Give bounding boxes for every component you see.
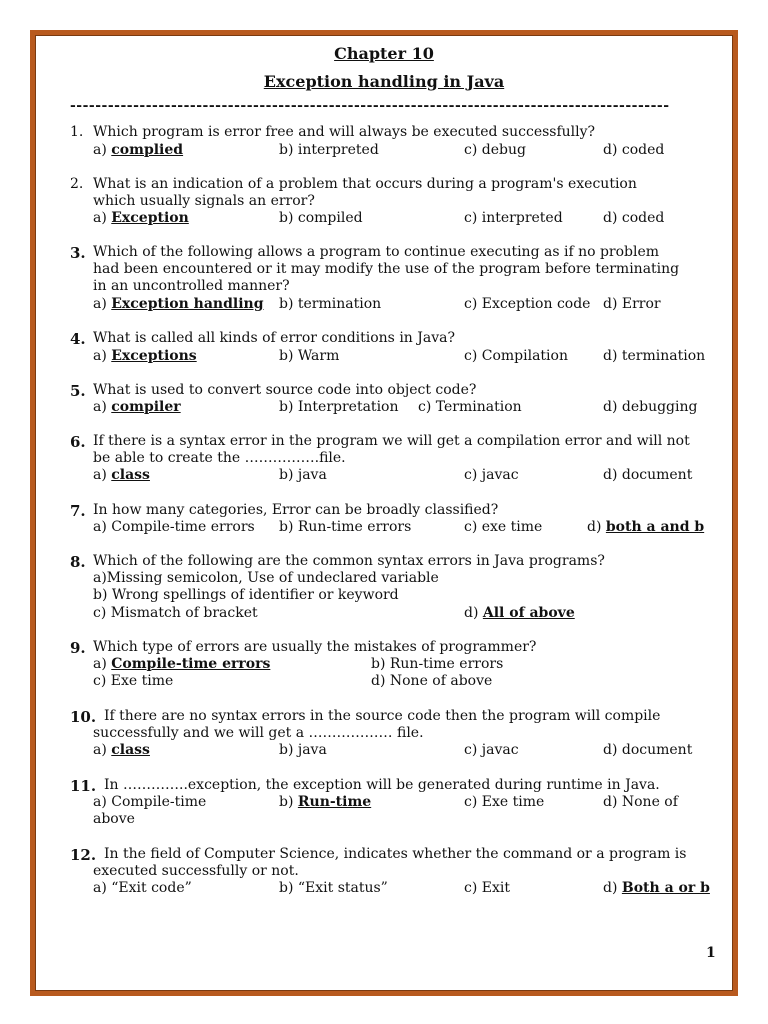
question-number: 10. xyxy=(70,708,97,726)
question-text: What is used to convert source code into object code? xyxy=(93,382,477,398)
correct-answer: both a and b xyxy=(605,519,705,535)
correct-answer: Run-time xyxy=(297,794,372,810)
question-text: In how many categories, Error can be broadly classified? xyxy=(93,502,499,518)
question-number: 12. xyxy=(70,846,97,864)
option-b: b) “Exit status” xyxy=(279,880,388,896)
question-text: What is called all kinds of error conditions in Java? xyxy=(93,330,455,346)
option-b: b) Interpretation xyxy=(279,399,399,415)
document-title: Exception handling in Java xyxy=(263,72,505,91)
option-c: c) javac xyxy=(464,742,519,758)
question-text: be able to create the …………….file. xyxy=(93,450,346,466)
question-number: 1. xyxy=(70,124,84,140)
option-d: d) coded xyxy=(603,142,665,158)
option-a: a) class xyxy=(93,467,150,483)
option-a: a) Compile-time errors xyxy=(93,656,271,672)
question-text: in an uncontrolled manner? xyxy=(93,278,290,294)
option-a: a) Exception handling xyxy=(93,296,264,312)
correct-answer: class xyxy=(111,467,150,483)
correct-answer: compiler xyxy=(111,399,181,415)
option-d: d) coded xyxy=(603,210,665,226)
option-d-wrap: above xyxy=(93,811,135,827)
question-number: 3. xyxy=(70,244,86,262)
correct-answer: complied xyxy=(111,142,184,158)
option-b: b) Run-time errors xyxy=(279,519,412,535)
option-d: d) None of above xyxy=(371,673,493,689)
option-b: b) Run-time errors xyxy=(371,656,504,672)
question-number: 11. xyxy=(70,777,97,795)
option-line: c) Mismatch of bracket xyxy=(93,605,258,621)
correct-answer: class xyxy=(111,742,150,758)
option-d: d) both a and b xyxy=(587,519,705,535)
question-text: executed successfully or not. xyxy=(93,863,299,879)
option-c: c) Compilation xyxy=(464,348,568,364)
option-a: a) Compile-time errors xyxy=(93,519,255,535)
option-c: c) Exit xyxy=(464,880,510,896)
question-number: 5. xyxy=(70,382,86,400)
option-c: c) exe time xyxy=(464,519,543,535)
option-c: c) javac xyxy=(464,467,519,483)
question-number: 9. xyxy=(70,639,86,657)
option-d: d) document xyxy=(603,467,693,483)
option-b: b) Warm xyxy=(279,348,340,364)
option-d: d) debugging xyxy=(603,399,698,415)
divider-line: ----------------------------------------------------------------------------------------------- xyxy=(70,98,670,114)
option-a: a) Exception xyxy=(93,210,189,226)
correct-answer: Compile-time errors xyxy=(111,656,271,672)
option-a: a) complied xyxy=(93,142,184,158)
option-a: a) compiler xyxy=(93,399,181,415)
option-c: c) debug xyxy=(464,142,526,158)
option-c: c) Exe time xyxy=(93,673,174,689)
question-number: 7. xyxy=(70,502,86,520)
question-text: If there is a syntax error in the program we will get a compilation error and will not xyxy=(93,433,690,449)
option-d: d) Both a or b xyxy=(603,880,710,896)
option-b: b) Run-time xyxy=(279,794,372,810)
option-line: b) Wrong spellings of identifier or keyword xyxy=(93,587,399,603)
question-number: 8. xyxy=(70,553,86,571)
correct-answer: Exceptions xyxy=(111,348,197,364)
question-text: Which type of errors are usually the mistakes of programmer? xyxy=(93,639,537,655)
question-number: 2. xyxy=(70,176,84,192)
question-text: had been encountered or it may modify the use of the program before terminating xyxy=(93,261,680,277)
option-d: d) termination xyxy=(603,348,706,364)
option-d: d) All of above xyxy=(464,605,575,621)
option-c: c) interpreted xyxy=(464,210,563,226)
correct-answer: Both a or b xyxy=(621,880,710,896)
option-a: a) class xyxy=(93,742,150,758)
option-c: c) Termination xyxy=(418,399,522,415)
option-line: a)Missing semicolon, Use of undeclared variable xyxy=(93,570,439,586)
option-d: d) document xyxy=(603,742,693,758)
question-text: successfully and we will get a ……………… file. xyxy=(93,725,424,741)
option-b: b) java xyxy=(279,742,327,758)
option-c: c) Exe time xyxy=(464,794,545,810)
question-text: Which program is error free and will always be executed successfully? xyxy=(93,124,596,140)
question-number: 6. xyxy=(70,433,86,451)
option-a: a) Exceptions xyxy=(93,348,197,364)
question-text: Which of the following are the common syntax errors in Java programs? xyxy=(93,553,605,569)
question-text: What is an indication of a problem that occurs during a program's execution xyxy=(93,176,637,192)
correct-answer: Exception xyxy=(111,210,189,226)
question-number: 4. xyxy=(70,330,86,348)
question-text: If there are no syntax errors in the source code then the program will compile xyxy=(104,708,661,724)
question-text: which usually signals an error? xyxy=(93,193,315,209)
chapter-heading: Chapter 10 xyxy=(334,44,434,63)
option-a: a) Compile-time xyxy=(93,794,207,810)
question-text: In …………..exception, the exception will be generated during runtime in Java. xyxy=(104,777,660,793)
question-text: Which of the following allows a program to continue executing as if no problem xyxy=(93,244,660,260)
page-number: 1 xyxy=(706,945,716,961)
correct-answer: Exception handling xyxy=(111,296,264,312)
option-d: d) Error xyxy=(603,296,661,312)
option-a: a) “Exit code” xyxy=(93,880,192,896)
option-c: c) Exception code xyxy=(464,296,591,312)
correct-answer: All of above xyxy=(482,605,575,621)
option-b: b) compiled xyxy=(279,210,363,226)
option-b: b) interpreted xyxy=(279,142,379,158)
option-d: d) None of xyxy=(603,794,678,810)
option-b: b) termination xyxy=(279,296,382,312)
option-b: b) java xyxy=(279,467,327,483)
question-text: In the field of Computer Science, indicates whether the command or a program is xyxy=(104,846,687,862)
